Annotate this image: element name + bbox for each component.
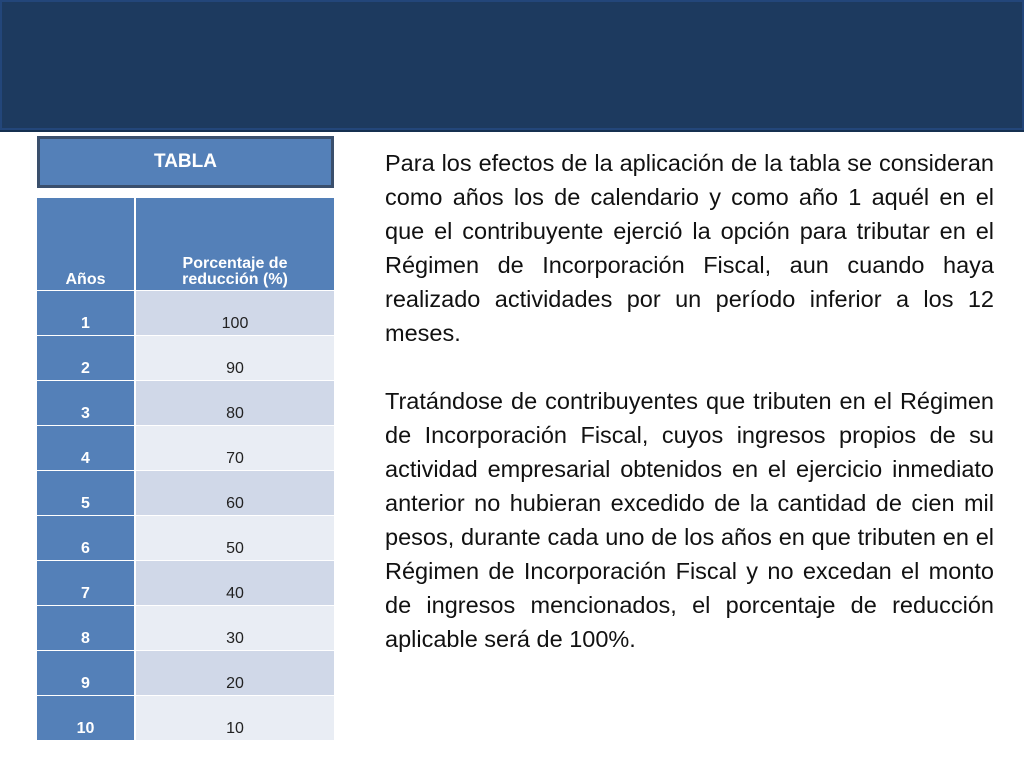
table-header-row	[37, 198, 334, 291]
year-cell: 1	[37, 291, 135, 336]
percentage-cell: 90	[135, 336, 334, 381]
table-title: TABLA	[37, 136, 334, 188]
percentage-cell: 40	[135, 561, 334, 606]
percentage-cell: 80	[135, 381, 334, 426]
table-row	[37, 516, 334, 561]
table-row	[37, 291, 334, 336]
year-cell: 8	[37, 606, 135, 651]
year-cell: 2	[37, 336, 135, 381]
table-body	[37, 291, 334, 741]
reduction-table	[37, 198, 334, 740]
percentage-cell: 100	[135, 291, 334, 336]
percentage-cell: 20	[135, 651, 334, 696]
percentage-cell: 70	[135, 426, 334, 471]
year-cell: 9	[37, 651, 135, 696]
table-row	[37, 696, 334, 741]
year-cell: 7	[37, 561, 135, 606]
column-header-years: Años	[37, 198, 135, 291]
percentage-cell: 30	[135, 606, 334, 651]
header-banner	[0, 0, 1024, 132]
table-row	[37, 381, 334, 426]
body-text	[385, 146, 994, 656]
percentage-cell: 10	[135, 696, 334, 741]
paragraph-calendar-years: Para los efectos de la aplicación de la tabla se consideran como años los de calendario y como año 1 aquél en el que el contribuyente ejerció la opción para tributar en el Régimen de Incorporación Fiscal, aun cuando haya realizado actividades por un período inferior a los 12 meses.	[385, 150, 994, 346]
table-row	[37, 561, 334, 606]
table-row	[37, 336, 334, 381]
table-row	[37, 426, 334, 471]
year-cell: 4	[37, 426, 135, 471]
table-row	[37, 471, 334, 516]
percentage-cell: 60	[135, 471, 334, 516]
column-header-percentage: Porcentaje de reducción (%)	[135, 198, 334, 291]
year-cell: 10	[37, 696, 135, 741]
year-cell: 3	[37, 381, 135, 426]
percentage-cell: 50	[135, 516, 334, 561]
year-cell: 6	[37, 516, 135, 561]
paragraph-full-reduction: Tratándose de contribuyentes que tributen en el Régimen de Incorporación Fiscal, cuyos ingresos propios de su actividad empresarial obtenidos en el ejercicio inmediato anterior no hubieran excedido de la cantidad de cien mil pesos, durante cada uno de los años en que tributen en el Régimen de Incorporación Fiscal y no excedan el monto de ingresos mencionados, el porcentaje de reducción aplicable será de 100%.	[385, 388, 994, 652]
year-cell: 5	[37, 471, 135, 516]
table-row	[37, 651, 334, 696]
table-row	[37, 606, 334, 651]
